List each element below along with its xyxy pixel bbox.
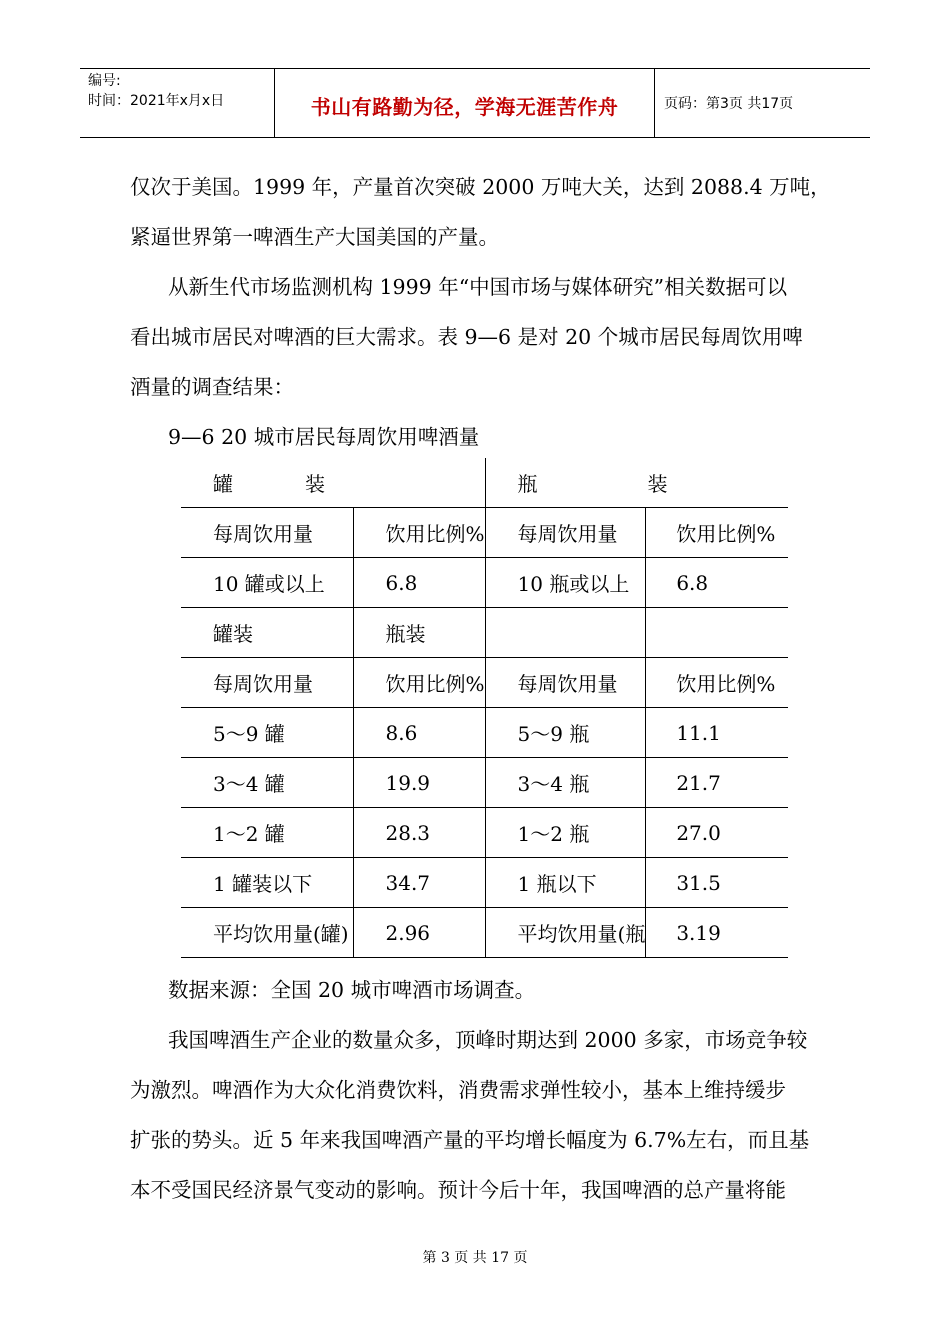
table-cell: 6.8: [646, 558, 788, 608]
table-cell: 每周饮用量: [485, 658, 646, 708]
table-row: [181, 658, 788, 708]
table-cell: 瓶装: [353, 608, 485, 658]
table-cell: 11.1: [646, 708, 788, 758]
paragraph-line: 看出城市居民对啤酒的巨大需求。表 9—6 是对 20 个城市居民每周饮用啤: [130, 325, 803, 349]
header-motto: 书山有路勤为径，学海无涯苦作舟: [310, 95, 619, 119]
table-row: [181, 908, 788, 958]
header-page-info: 页码：第3页 共17页: [664, 96, 794, 112]
header-number-label: 编号:: [88, 73, 121, 89]
table-head-can: 罐装: [181, 458, 485, 508]
table-cell: 1～2 罐: [181, 808, 353, 858]
paragraph-line: 为激烈。啤酒作为大众化消费饮料，消费需求弹性较小，基本上维持缓步: [130, 1078, 786, 1102]
table-cell: 8.6: [353, 708, 485, 758]
table-row: [181, 608, 788, 658]
table-cell: 10 罐或以上: [181, 558, 353, 608]
beer-consumption-table: [181, 458, 788, 958]
table-row: [181, 508, 788, 558]
table-cell: 31.5: [646, 858, 788, 908]
table-cell: 3.19: [646, 908, 788, 958]
table-cell: 平均饮用量(瓶: [485, 908, 646, 958]
table-cell: 饮用比例%: [646, 508, 788, 558]
table-cell: 平均饮用量(罐): [181, 908, 353, 958]
table-cell: 10 瓶或以上: [485, 558, 646, 608]
table-cell: 每周饮用量: [181, 658, 353, 708]
table-row: [181, 808, 788, 858]
table-cell: [485, 608, 646, 658]
table-cell: 1～2 瓶: [485, 808, 646, 858]
table-cell: 饮用比例%: [353, 508, 485, 558]
table-cell: 1 瓶以下: [485, 858, 646, 908]
table-cell: 2.96: [353, 908, 485, 958]
paragraph-line: 我国啤酒生产企业的数量众多，顶峰时期达到 2000 多家，市场竞争较: [168, 1028, 808, 1052]
paragraph-line: 酒量的调查结果：: [130, 375, 294, 399]
table-row: [181, 858, 788, 908]
header-divider: [654, 69, 655, 137]
table-cell: 饮用比例%: [353, 658, 485, 708]
table-cell: 1 罐装以下: [181, 858, 353, 908]
header-time-label: 时间：2021年x月x日: [88, 93, 225, 109]
table-cell: 5～9 瓶: [485, 708, 646, 758]
table-cell: 27.0: [646, 808, 788, 858]
table-row: [181, 758, 788, 808]
table-cell: 34.7: [353, 858, 485, 908]
table-cell: 饮用比例%: [646, 658, 788, 708]
table-cell: 21.7: [646, 758, 788, 808]
header-meta: [88, 71, 270, 111]
table-cell: [646, 608, 788, 658]
paragraph-line: 仅次于美国。1999 年，产量首次突破 2000 万吨大关，达到 2088.4 万吨，: [130, 175, 831, 199]
table-source-note: 数据来源：全国 20 城市啤酒市场调查。: [168, 978, 536, 1002]
table-caption: 9—6 20 城市居民每周饮用啤酒量: [168, 425, 480, 449]
table-row: [181, 708, 788, 758]
table-cell: 每周饮用量: [181, 508, 353, 558]
table-cell: 3～4 瓶: [485, 758, 646, 808]
table-cell: 每周饮用量: [485, 508, 646, 558]
table-cell: 3～4 罐: [181, 758, 353, 808]
paragraph-line: 紧逼世界第一啤酒生产大国美国的产量。: [130, 225, 499, 249]
page-footer: 第 3 页 共 17 页: [422, 1250, 528, 1266]
paragraph-line: 本不受国民经济景气变动的影响。预计今后十年，我国啤酒的总产量将能: [130, 1178, 786, 1202]
table-row: [181, 558, 788, 608]
table-cell: 6.8: [353, 558, 485, 608]
table-header-row: [181, 458, 788, 508]
table-cell: 5～9 罐: [181, 708, 353, 758]
table-cell: 19.9: [353, 758, 485, 808]
table-head-bottle: 瓶装: [485, 458, 788, 508]
table-cell: 28.3: [353, 808, 485, 858]
page-header: [80, 68, 870, 138]
paragraph-line: 扩张的势头。近 5 年来我国啤酒产量的平均增长幅度为 6.7%左右，而且基: [130, 1128, 810, 1152]
table-cell: 罐装: [181, 608, 353, 658]
paragraph-line: 从新生代市场监测机构 1999 年“中国市场与媒体研究”相关数据可以: [168, 275, 788, 299]
